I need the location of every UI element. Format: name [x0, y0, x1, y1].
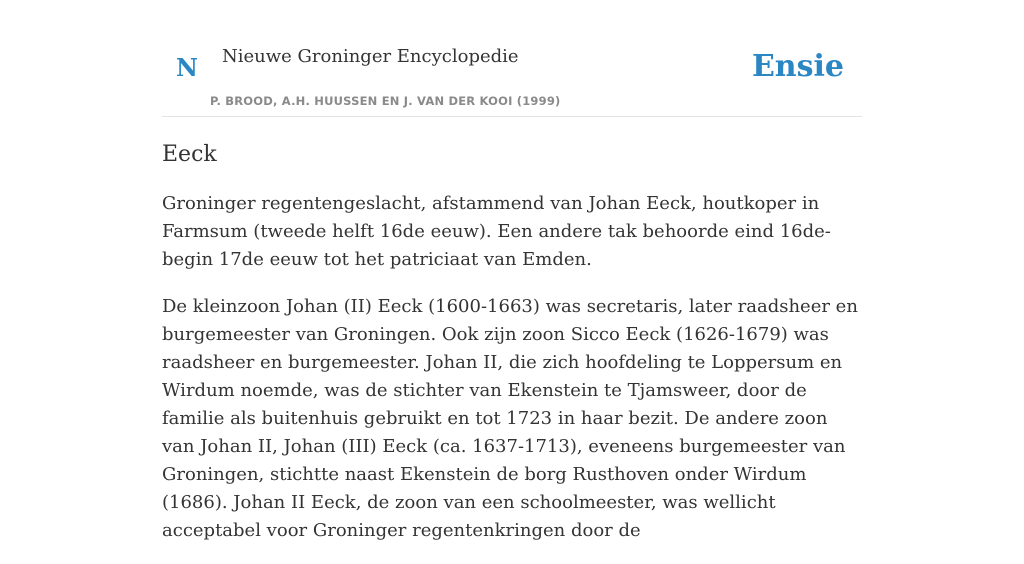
article-title: Eeck	[162, 142, 217, 167]
encyclopedia-logo[interactable]: N	[176, 53, 198, 82]
encyclopedia-authors: P. BROOD, A.H. HUUSSEN EN J. VAN DER KOOI (1999)	[210, 94, 561, 108]
article-paragraph: Groninger regentengeslacht, afstammend van Johan Eeck, houtkoper in Farmsum (tweede helft 16de eeuw). Een andere tak behoorde eind 16de-begin 17de eeuw tot het patriciaat van Emden.	[162, 193, 831, 270]
article	[162, 140, 862, 564]
ensie-brand-link[interactable]: Ensie	[751, 49, 844, 84]
encyclopedia-title[interactable]: Nieuwe Groninger Encyclopedie	[222, 46, 519, 67]
encyclopedia-header	[162, 0, 862, 117]
article-paragraph: De kleinzoon Johan (II) Eeck (1600-1663) was secretaris, later raadsheer en burgemeester van Groningen. Ook zijn zoon Sicco Eeck (1626-1679) was raadsheer en burgemeester. Johan II, die zich hoofdeling te Loppersum en Wirdum noemde, was de stichter van Ekenstein te Tjamsweer, door de familie als buitenhuis gebruikt en tot 1723 in haar bezit. De andere zoon van Johan II, Johan (III) Eeck (ca. 1637-1713), eveneens burgemeester van Groningen, stichtte naast Ekenstein de borg Rusthoven onder Wirdum (1686). Johan II Eeck, de zoon van een schoolmeester, was wellicht acceptabel voor Groninger regentenkringen door de	[162, 296, 858, 541]
